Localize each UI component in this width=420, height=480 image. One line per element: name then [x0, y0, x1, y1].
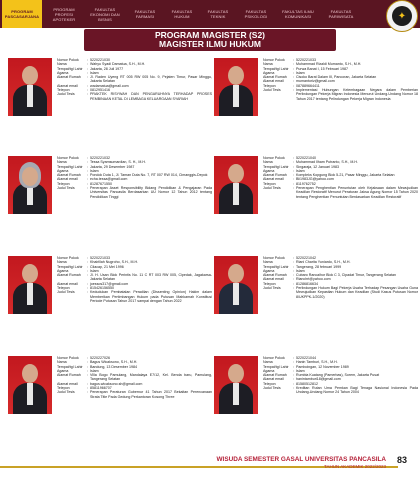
nav-tab-hukum[interactable]: FAKULTAS HUKUM: [171, 9, 193, 19]
graduate-info: Nomor Pokok : 5220221044 Nama : Hanin Tamburi, S.H., M.H. Tempat/tgl Lahir : Pamboingan, 12 November 1989 Agama : Islam Alamat Rumah : Rumbia Kuatang (Pamerbas), Sorem, Jakarta Pusat Alamat email : hanintamburi18@gmail.com Telepon : 81580512812 Judul Tesis : Kreditan Rutan Uma Pemkan Bagi Tenaga Nasional Indonesia Pada Undang-Undang Nomor 24 Tahun 2004: [263, 356, 418, 395]
nomor-pokok: 5220221033: [90, 256, 110, 260]
graduate-info: Nomor Pokok : 5220221033 Nama : Khairillah Nugroho, S.H., M.H. Tempat/tgl Lahir : Cilacap, 21 Mei 1996 Agama : Islam Alamat Rumah : Jl. H. Usan Blok Perintis No. 11 C RT 003 RW 005, Cipedak, Jagakarsa-Jakarta Selatan Alamat email : joessos317@gmail.com Telepon : 815426156550 Judul Tesis : Kedudukan Pembatalan Peradilan (Dissenting Opinion) Hakim dalam Memberikan Pertimbangan Hukum pada Putusan Mahkamah Konstitusi Periode Putusan Tahun 2017 sampai dengan Tahun 2022: [57, 256, 212, 303]
graduate-info: Nomor Pokok : 5220221033 Nama : Muhammad Rizaldi Mumanto, S.H., M.H. Tempat/tgl Lahir : Purwa Banat I, 15 Februari 1987 Agama : Islam Alamat Rumah : Cisoko Barat Dalam III, Pancoran, Jakarta Selatan Alamat email : mumantoriz@gmail.com Telepon : 087889664411 Judul Tesis : Implementasi Hubungan Kelembagaan Negara dalam Pemberian Perlindungan Pekerja Migran Indonesia Menurut Undang-Undang Nomor 18 Tahun 2017 tentang Pelindungan Pekerja Migran Indonesia: [263, 58, 418, 101]
graduate-photo: [214, 58, 258, 116]
nav-tab-ekonomi[interactable]: FAKULTAS EKONOMI DAN BISNIS: [90, 6, 120, 22]
graduate-name: Khairillah Nugroho, S.H., M.H.: [90, 260, 139, 265]
graduate-photo: [214, 256, 258, 314]
faculty-nav-bar: [0, 0, 420, 28]
thesis-title: Penerapan Asset Responsibility Bidang Pendidikan & Pengajaran Pada Universitas Pancasila Berdasarkan UU Nomor 12 Tahun 2012 tentang Pendidikan Tinggi: [90, 186, 212, 199]
graduate-name: Muhammad Rizaldi Mumanto, S.H., M.H.: [296, 62, 362, 67]
nomor-pokok: 5220227026: [90, 356, 110, 360]
graduate-photo: [214, 156, 258, 214]
nomor-pokok: 5220221040: [296, 156, 316, 160]
footer-year: TAHUN AKADEMIK 2022/2023: [324, 464, 386, 469]
nav-tab-teknik[interactable]: FAKULTAS TEKNIK: [207, 9, 229, 19]
nav-tab-komunikasi[interactable]: FAKULTAS ILMU KOMUNIKASI: [282, 9, 314, 19]
nav-tab-apoteker[interactable]: PROGRAM PROFESI APOTEKER: [52, 6, 76, 22]
program-subtitle: MAGISTER ILMU HUKUM: [159, 39, 261, 49]
program-title-banner: [84, 29, 336, 51]
nav-tab-pascasarjana[interactable]: PROGRAM PASCASARJANA: [2, 0, 42, 28]
university-crest-icon: ✦: [386, 0, 418, 32]
nav-tab-psikologi[interactable]: FAKULTAS PSIKOLOGI: [244, 9, 268, 19]
program-title: PROGRAM MAGISTER (S2): [154, 30, 266, 40]
thesis-title: Perlindungan Hukum Bagi Pekerja Usaha Terhadap Pesangan Usaha Guna Mewujudkan Kepastian Hukum dan Keadilan (Studi Kasus Putusan Nomor 8/UKPPK-1/2020): [296, 286, 418, 299]
thesis-title: Kreditan Rutan Uma Pemkan Bagi Tenaga Nasional Indonesia Pada Undang-Undang Nomor 24 Tahun 2004: [296, 386, 418, 395]
graduate-name: Hanin Tamburi, S.H., M.H.: [296, 360, 338, 365]
thesis-title: Kedudukan Pembatalan Peradilan (Dissenting Opinion) Hakim dalam Memberikan Pertimbangan Hukum pada Putusan Mahkamah Konstitusi Periode Putusan Tahun 2017 sampai dengan Tahun 2022: [90, 290, 212, 303]
graduate-name: Bagus Wicaksono, S.H., M.H.: [90, 360, 138, 365]
graduate-photo: [8, 356, 52, 414]
nomor-pokok: 5220221032: [90, 156, 110, 160]
graduate-photo: [8, 256, 52, 314]
footer-title: WISUDA SEMESTER GASAL UNIVERSITAS PANCASILA: [216, 456, 386, 463]
thesis-title: Implementasi Hubungan Kelembagaan Negara dalam Pemberian Perlindungan Pekerja Migran Indonesia Menurut Undang-Undang Nomor 18 Tahun 2017 tentang Pelindungan Pekerja Migran Indonesia: [296, 88, 418, 101]
nav-tab-pariwisata[interactable]: FAKULTAS PARIWISATA: [328, 9, 354, 19]
thesis-title: PRAKTEK RISYWAH DAN PENGARUHNYA TERHADAP PROSES PEMBINAAN KETAL DI LEMBAGA KELUARGAAN SYARIAH: [90, 92, 212, 101]
graduate-info: Nomor Pokok : 5220221030 Nama : Wahyu Syadi Damatua, S.H., M.H. Tempat/tgl Lahir : Jakarta, 28 Juli 1977 Agama : Islam Alamat Rumah : Jl. Raden Uyeng RT 005 RW 005 No. 9, Pejaten Timur, Pasar Minggu, Jakarta Selatan Alamat email : wadamatua@gmail.com Telepon : 0812951416 Judul Tesis : PRAKTEK RISYWAH DAN PENGARUHNYA TERHADAP PROSES PEMBINAAN KETAL DI LEMBAGA KELUARGAAN SYARIAH: [57, 58, 212, 101]
nomor-pokok: 5220221033: [296, 58, 316, 62]
graduate-photo: [214, 356, 258, 414]
nomor-pokok: 5220221042: [296, 256, 316, 260]
nav-tab-farmasi[interactable]: FAKULTAS FARMASI: [134, 9, 156, 19]
thesis-title: Penerapan Penghentian Penuntutan oleh Kejaksaan dalam Mewujudkan Keadilan Restoratif Menurut Peraturan Jaksa Agung Nomor 15 Tahun 2020 tentang Penghentian Penuntutan Berdasarkan Keadilan Restoratif: [296, 186, 418, 199]
graduate-name: Tessa Syamsumardian, S. H., M.H.: [90, 160, 146, 165]
graduate-name: Wahyu Syadi Damatua, S.H., M.H.: [90, 62, 146, 67]
graduate-info: Nomor Pokok : 5220227026 Nama : Bagus Wicaksono, S.H., M.H. Tempat/tgl Lahir : Bandung, 13 Desember 1984 Agama : Islam Alamat Rumah : Villa Bogo Pamulang, Mandalaya E7/12, Kel. Benda baru, Pamulang, Tangerang Selatan Alamat email : bagus.wicaksono.sh@gmail.com Telepon : 85811966707 Judul Tesis : Penerapan Peraturan Gubernur 41 Tahun 2017 Bekaitan Perencanaan Strata Title Pada Gedung Perkantoran Kosong Three: [57, 356, 212, 399]
graduate-info: Nomor Pokok : 5220221042 Nama : Riani Charita Yuniardo, S.H., M.H. Tempat/tgl Lahir : Tangerang, 28 februari 1999 Agama : Islam Alamat Rumah : Cubaro Rancaihor Blok C 3, Cipadat Timur, Tangerang Selatan Alamat email : Rianchrt@yahoo.com Telepon : 81286816634 Judul Tesis : Perlindungan Hukum Bagi Pekerja Usaha Terhadap Pesangan Usaha Guna Mewujudkan Kepastian Hukum dan Keadilan (Studi Kasus Putusan Nomor 8/UKPPK-1/2020): [263, 256, 418, 299]
thesis-title: Penerapan Peraturan Gubernur 41 Tahun 2017 Bekaitan Perencanaan Strata Title Pada Gedung Perkantoran Kosong Three: [90, 390, 212, 399]
nomor-pokok: 5220221044: [296, 356, 316, 360]
graduate-info: Nomor Pokok : 5220221032 Nama : Tessa Syamsumardian, S. H., M.H. Tempat/tgl Lahir : Jakarta, 29 Desember 1987 Agama : Islam Alamat Rumah : Pondok Duta 1, Jl. Taman Duta No. 7, RT 007 RW 014, Cimanggis-Depok Alamat email : echa.tessa@gmail.com Telepon : 81287671550 Judul Tesis : Penerapan Asset Responsibility Bidang Pendidikan & Pengajaran Pada Universitas Pancasila Berdasarkan UU Nomor 12 Tahun 2012 tentang Pendidikan Tinggi: [57, 156, 212, 199]
page-number: 83: [396, 455, 407, 465]
graduate-name: Riani Charita Yuniardo, S.H., M.H.: [296, 260, 351, 265]
graduate-info: Nomor Pokok : 5220221040 Nama : Muhammad Ilham Putranto, S.H., M.H. Tempat/tgl Lahir : Singaraja, 12 Januari 1983 Agama : Islam Alamat Rumah : Kompleks Kopgung Blok 5-21, Pasar Minggu, Jakarta Selatan Alamat email : Bli1983JG@yahoo.com Telepon : 8119762752 Judul Tesis : Penerapan Penghentian Penuntutan oleh Kejaksaan dalam Mewujudkan Keadilan Restoratif Menurut Peraturan Jaksa Agung Nomor 15 Tahun 2020 tentang Penghentian Penuntutan Berdasarkan Keadilan Restoratif: [263, 156, 418, 199]
nomor-pokok: 5220221030: [90, 58, 110, 62]
graduate-name: Muhammad Ilham Putranto, S.H., M.H.: [296, 160, 358, 165]
graduate-photo: [8, 58, 52, 116]
graduate-photo: [8, 156, 52, 214]
